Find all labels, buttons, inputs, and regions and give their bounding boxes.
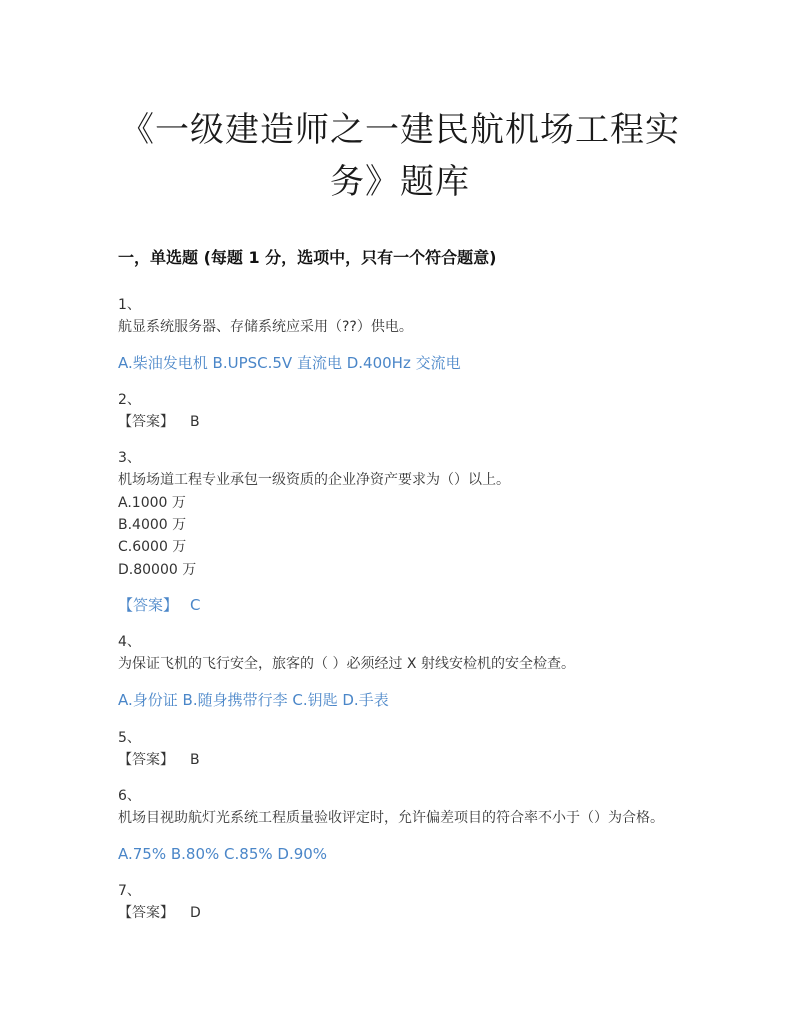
section-heading: 一，单选题 (每题 1 分，选项中，只有一个符合题意): [118, 248, 497, 267]
question-2-answer-row: [118, 413, 200, 431]
question-3-option-b: B.4000 万: [118, 517, 187, 533]
question-3-answer: C: [190, 596, 201, 614]
answer-label: 【答案】: [118, 905, 174, 921]
answer-label: 【答案】: [118, 414, 174, 430]
question-4-text: 为保证飞机的飞行安全，旅客的（ ）必须经过 X 射线安检机的安全检查。: [118, 656, 575, 672]
question-3-option-a: A.1000 万: [118, 495, 186, 511]
question-3-option-d: D.80000 万: [118, 562, 197, 578]
question-4-options: A.身份证 B.随身携带行李 C.钥匙 D.手表: [118, 691, 389, 709]
question-4-number: 4、: [118, 634, 141, 650]
answer-label: 【答案】: [118, 752, 174, 768]
question-5-answer-row: [118, 751, 200, 769]
question-3-answer-row: [118, 596, 200, 614]
question-3-text: 机场场道工程专业承包一级资质的企业净资产要求为（）以上。: [118, 472, 510, 488]
question-6-text: 机场目视助航灯光系统工程质量验收评定时，允许偏差项目的符合率不小于（）为合格。: [118, 810, 664, 826]
question-7-answer-row: [118, 904, 201, 922]
question-1-text: 航显系统服务器、存储系统应采用（??）供电。: [118, 319, 413, 335]
question-5-number: 5、: [118, 730, 141, 746]
question-3-number: 3、: [118, 450, 141, 466]
question-7-number: 7、: [118, 883, 141, 899]
question-2-number: 2、: [118, 392, 141, 408]
question-5-answer: B: [190, 752, 200, 768]
document-title-line-1: 《一级建造师之一建民航机场工程实: [120, 110, 680, 150]
question-6-number: 6、: [118, 788, 141, 804]
question-7-answer: D: [190, 905, 201, 921]
question-1-options: A.柴油发电机 B.UPSC.5V 直流电 D.400Hz 交流电: [118, 354, 461, 372]
question-1-number: 1、: [118, 297, 141, 313]
question-6-options: A.75% B.80% C.85% D.90%: [118, 845, 328, 863]
question-3-option-c: C.6000 万: [118, 539, 187, 555]
answer-label: 【答案】: [118, 596, 179, 614]
question-2-answer: B: [190, 414, 200, 430]
document-title-line-2: 务》题库: [330, 162, 470, 202]
